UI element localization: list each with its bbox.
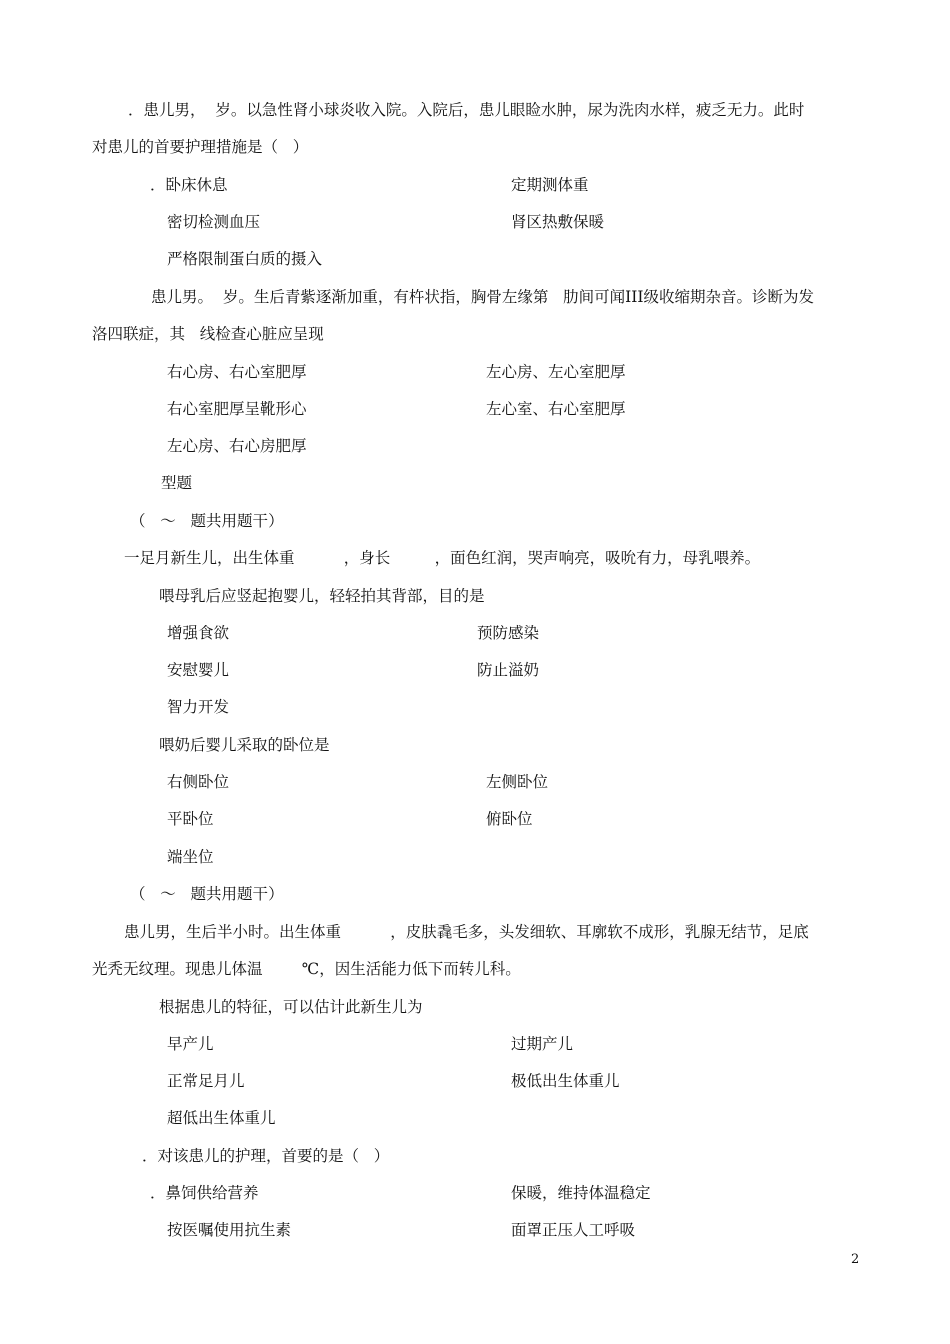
group1-sub2-question: 喂奶后婴儿采取的卧位是 (159, 736, 330, 754)
group1-sub2-option-a: 右侧卧位 (167, 773, 230, 791)
group1-sub1-option-b: 预防感染 (477, 624, 540, 642)
q2-stem-line2: 洛四联症，其 线检查心脏应呈现 (92, 325, 324, 343)
group1-sub2-option-d: 俯卧位 (486, 810, 533, 828)
group2-stem-line2: 光秃无纹理。现患儿体温 ℃，因生活能力低下而转儿科。 (92, 960, 521, 978)
q1-option-b: 定期测体重 (511, 176, 589, 194)
q2-stem-line1: 患儿男。 岁。生后青紫逐渐加重，有杵状指，胸骨左缘第 肋间可闻III级收缩期杂音。诊断为发 (151, 288, 815, 306)
group2-header: （ ～ 题共用题干） (130, 885, 284, 903)
q2-option-c: 右心室肥厚呈靴形心 (167, 400, 307, 418)
q1-stem-line2: 对患儿的首要护理措施是（ ） (92, 138, 309, 156)
group2-sub1-option-c: 正常足月儿 (167, 1072, 245, 1090)
group2-sub1-option-d: 极低出生体重儿 (511, 1072, 620, 1090)
group1-sub2-option-b: 左侧卧位 (486, 773, 549, 791)
group2-sub2-question: ．对该患儿的护理，首要的是（ ） (142, 1147, 390, 1165)
q1-option-a: ．卧床休息 (150, 176, 228, 194)
q2-option-e: 左心房、右心房肥厚 (167, 437, 307, 455)
section-type-heading: 型题 (161, 474, 193, 492)
group2-stem-line1: 患儿男，生后半小时。出生体重 ，皮肤毳毛多，头发细软、耳廓软不成形，乳腺无结节，足底 (124, 923, 809, 941)
q1-option-e: 严格限制蛋白质的摄入 (167, 250, 323, 268)
group2-sub1-option-a: 早产儿 (167, 1035, 214, 1053)
group2-sub1-question: 根据患儿的特征，可以估计此新生儿为 (159, 998, 423, 1016)
q2-option-b: 左心房、左心室肥厚 (486, 363, 626, 381)
group1-sub1-question: 喂母乳后应竖起抱婴儿，轻轻拍其背部，目的是 (159, 587, 485, 605)
group2-sub2-option-c: 按医嘱使用抗生素 (167, 1221, 292, 1239)
group1-header: （ ～ 题共用题干） (130, 512, 284, 530)
q1-option-c: 密切检测血压 (167, 213, 261, 231)
group2-sub2-option-b: 保暖，维持体温稳定 (511, 1184, 651, 1202)
group1-sub2-option-e: 端坐位 (167, 848, 214, 866)
group2-sub1-option-b: 过期产儿 (511, 1035, 574, 1053)
group2-sub1-option-e: 超低出生体重儿 (167, 1109, 276, 1127)
group1-sub1-option-d: 防止溢奶 (477, 661, 540, 679)
group2-sub2-option-a: ．鼻饲供给营养 (150, 1184, 259, 1202)
q2-option-d: 左心室、右心室肥厚 (486, 400, 626, 418)
group1-sub1-option-e: 智力开发 (167, 698, 230, 716)
group2-sub2-option-d: 面罩正压人工呼吸 (511, 1221, 636, 1239)
page-number: 2 (851, 1252, 860, 1267)
q2-option-a: 右心房、右心室肥厚 (167, 363, 307, 381)
group1-stem: 一足月新生儿，出生体重 ，身长 ，面色红润，哭声响亮，吸吮有力，母乳喂养。 (124, 549, 761, 567)
q1-stem-line1: ．患儿男， 岁。以急性肾小球炎收入院。入院后，患儿眼睑水肿，尿为洗肉水样，疲乏无力。此时 (128, 101, 805, 119)
group1-sub1-option-a: 增强食欲 (167, 624, 230, 642)
group1-sub2-option-c: 平卧位 (167, 810, 214, 828)
group1-sub1-option-c: 安慰婴儿 (167, 661, 230, 679)
q1-option-d: 肾区热敷保暖 (511, 213, 605, 231)
